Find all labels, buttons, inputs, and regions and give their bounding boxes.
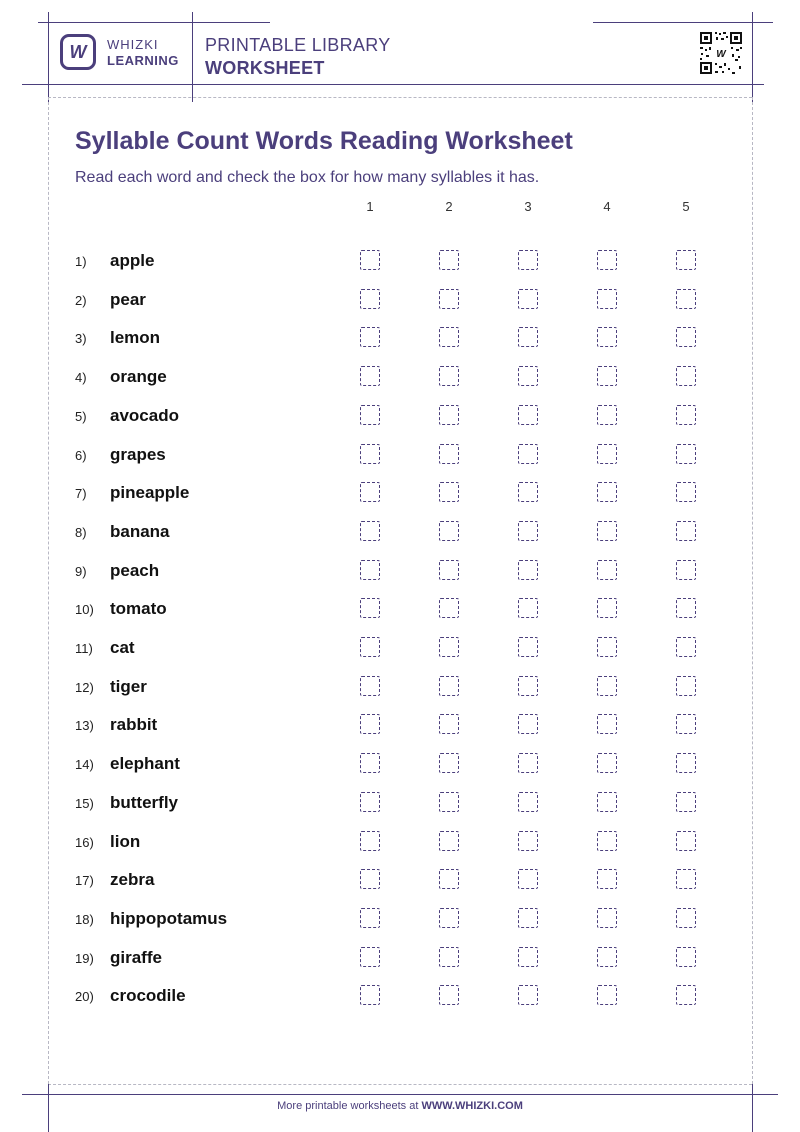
list-item (0, 638, 800, 677)
syllable-checkbox-3[interactable] (518, 366, 538, 386)
footer-link[interactable]: WWW.WHIZKI.COM (421, 1100, 523, 1112)
column-header-3: 3 (524, 199, 532, 214)
item-number: 11) (75, 641, 93, 656)
list-item (0, 483, 800, 522)
syllable-checkbox-3[interactable] (518, 560, 538, 580)
syllable-checkbox-4[interactable] (597, 908, 617, 928)
item-number: 12) (75, 679, 94, 695)
syllable-checkbox-1[interactable] (360, 714, 380, 734)
syllable-checkbox-5[interactable] (676, 869, 696, 889)
syllable-checkbox-5[interactable] (676, 947, 696, 967)
list-item (0, 948, 800, 987)
item-word: orange (110, 367, 167, 387)
syllable-checkbox-3[interactable] (518, 676, 538, 696)
syllable-checkbox-4[interactable] (597, 560, 617, 580)
syllable-checkbox-4[interactable] (597, 676, 617, 696)
item-number: 6) (75, 447, 87, 463)
syllable-checkbox-2[interactable] (439, 753, 459, 773)
syllable-checkbox-4[interactable] (597, 405, 617, 425)
syllable-checkbox-1[interactable] (360, 985, 380, 1005)
syllable-checkbox-2[interactable] (439, 327, 459, 347)
syllable-checkbox-3[interactable] (518, 714, 538, 734)
worksheet-title: Syllable Count Words Reading Worksheet (75, 127, 573, 155)
footer-line (22, 1094, 778, 1095)
item-word: peach (110, 560, 160, 580)
header-line-2: WORKSHEET (205, 58, 325, 78)
item-word: apple (110, 251, 155, 270)
list-item (0, 909, 800, 948)
list-item (0, 832, 800, 871)
syllable-checkbox-2[interactable] (439, 714, 459, 734)
syllable-checkbox-2[interactable] (439, 444, 459, 464)
syllable-checkbox-1[interactable] (360, 521, 380, 541)
syllable-checkbox-3[interactable] (518, 985, 538, 1005)
item-word: rabbit (110, 715, 158, 735)
syllable-checkbox-1[interactable] (360, 598, 380, 618)
syllable-checkbox-5[interactable] (676, 985, 696, 1005)
syllable-checkbox-5[interactable] (676, 908, 696, 928)
syllable-checkbox-4[interactable] (597, 444, 617, 464)
syllable-checkbox-2[interactable] (439, 637, 459, 657)
item-word: banana (110, 521, 170, 541)
item-number: 17) (75, 873, 94, 889)
header-top-line-left (38, 22, 270, 23)
item-number: 4) (75, 370, 87, 386)
syllable-checkbox-1[interactable] (360, 831, 380, 851)
syllable-checkbox-3[interactable] (518, 908, 538, 928)
item-number: 14) (75, 757, 94, 773)
syllable-checkbox-3[interactable] (518, 327, 538, 347)
item-number: 16) (75, 834, 94, 850)
item-word: zebra (110, 870, 155, 890)
syllable-checkbox-5[interactable] (676, 676, 696, 696)
item-word: grapes (110, 444, 166, 464)
item-word: giraffe (110, 947, 162, 967)
syllable-checkbox-2[interactable] (439, 676, 459, 696)
syllable-checkbox-1[interactable] (360, 869, 380, 889)
syllable-checkbox-2[interactable] (439, 250, 459, 270)
column-header-2: 2 (445, 199, 453, 214)
syllable-checkbox-1[interactable] (360, 947, 380, 967)
item-number: 13) (75, 718, 94, 734)
column-header-4: 4 (603, 199, 611, 214)
syllable-checkbox-5[interactable] (676, 792, 696, 812)
syllable-checkbox-3[interactable] (518, 947, 538, 967)
syllable-checkbox-4[interactable] (597, 985, 617, 1005)
item-number: 1) (75, 254, 87, 269)
syllable-checkbox-1[interactable] (360, 908, 380, 928)
item-word: avocado (110, 405, 179, 425)
syllable-checkbox-3[interactable] (518, 444, 538, 464)
syllable-checkbox-1[interactable] (360, 792, 380, 812)
syllable-checkbox-2[interactable] (439, 560, 459, 580)
footer-text (0, 1100, 800, 1112)
qr-logo-letter: W (716, 49, 726, 60)
list-item (0, 561, 800, 600)
syllable-checkbox-1[interactable] (360, 250, 380, 270)
list-item (0, 870, 800, 909)
syllable-checkbox-5[interactable] (676, 521, 696, 541)
page-border-bottom (48, 1084, 752, 1085)
item-number: 19) (75, 950, 94, 966)
syllable-checkbox-4[interactable] (597, 714, 617, 734)
syllable-checkbox-4[interactable] (597, 831, 617, 851)
syllable-checkbox-4[interactable] (597, 947, 617, 967)
list-item (0, 754, 800, 793)
syllable-checkbox-5[interactable] (676, 444, 696, 464)
syllable-checkbox-1[interactable] (360, 327, 380, 347)
brand-line-1: WHIZKI (107, 37, 159, 52)
syllable-checkbox-1[interactable] (360, 444, 380, 464)
syllable-checkbox-2[interactable] (439, 482, 459, 502)
list-item (0, 367, 800, 406)
syllable-checkbox-4[interactable] (597, 521, 617, 541)
item-word: butterfly (110, 792, 178, 812)
syllable-checkbox-5[interactable] (676, 327, 696, 347)
list-item (0, 793, 800, 832)
list-item (0, 406, 800, 445)
syllable-checkbox-5[interactable] (676, 831, 696, 851)
header-left-line (48, 12, 49, 102)
syllable-checkbox-4[interactable] (597, 869, 617, 889)
item-word: pineapple (110, 483, 190, 503)
list-item (0, 677, 800, 716)
syllable-checkbox-5[interactable] (676, 405, 696, 425)
syllable-checkbox-5[interactable] (676, 366, 696, 386)
syllable-checkbox-1[interactable] (360, 753, 380, 773)
item-word: elephant (110, 754, 180, 774)
syllable-checkbox-2[interactable] (439, 831, 459, 851)
item-number: 9) (75, 563, 87, 579)
syllable-checkbox-5[interactable] (676, 289, 696, 309)
syllable-checkbox-2[interactable] (439, 985, 459, 1005)
syllable-checkbox-4[interactable] (597, 482, 617, 502)
syllable-checkbox-3[interactable] (518, 482, 538, 502)
footer-prefix: More printable worksheets at (277, 1100, 422, 1112)
item-number: 15) (75, 795, 94, 811)
list-item (0, 599, 800, 638)
syllable-checkbox-2[interactable] (439, 366, 459, 386)
syllable-checkbox-5[interactable] (676, 482, 696, 502)
syllable-checkbox-4[interactable] (597, 366, 617, 386)
syllable-checkbox-5[interactable] (676, 560, 696, 580)
item-word: tiger (110, 676, 147, 696)
list-item (0, 715, 800, 754)
item-word: pear (110, 289, 146, 309)
worksheet-instructions: Read each word and check the box for how many syllables it has. (75, 169, 540, 186)
syllable-checkbox-5[interactable] (676, 598, 696, 618)
item-number: 20) (75, 989, 94, 1005)
syllable-checkbox-4[interactable] (597, 637, 617, 657)
syllable-checkbox-1[interactable] (360, 560, 380, 580)
syllable-checkbox-3[interactable] (518, 831, 538, 851)
syllable-checkbox-2[interactable] (439, 908, 459, 928)
item-number: 7) (75, 486, 87, 502)
syllable-checkbox-3[interactable] (518, 598, 538, 618)
syllable-checkbox-2[interactable] (439, 598, 459, 618)
syllable-checkbox-4[interactable] (597, 250, 617, 270)
syllable-checkbox-5[interactable] (676, 753, 696, 773)
syllable-checkbox-3[interactable] (518, 792, 538, 812)
syllable-checkbox-2[interactable] (439, 792, 459, 812)
list-item (0, 986, 800, 1025)
syllable-checkbox-4[interactable] (597, 289, 617, 309)
header-divider-line (192, 12, 193, 102)
syllable-checkbox-4[interactable] (597, 792, 617, 812)
syllable-checkbox-2[interactable] (439, 947, 459, 967)
syllable-checkbox-3[interactable] (518, 637, 538, 657)
item-number: 10) (75, 602, 94, 618)
syllable-checkbox-1[interactable] (360, 366, 380, 386)
brand-logo-letter: W (69, 41, 87, 62)
syllable-checkbox-3[interactable] (518, 250, 538, 270)
syllable-checkbox-2[interactable] (439, 289, 459, 309)
header-label (205, 34, 391, 80)
header-right-line (752, 12, 753, 102)
syllable-checkbox-3[interactable] (518, 289, 538, 309)
brand-logo-icon[interactable] (60, 34, 96, 70)
syllable-checkbox-3[interactable] (518, 405, 538, 425)
header-top-line-right (593, 22, 773, 23)
page-border-top (48, 97, 752, 98)
item-number: 5) (75, 408, 87, 424)
brand-line-2: LEARNING (107, 53, 179, 68)
column-header-1: 1 (366, 199, 374, 214)
syllable-checkbox-5[interactable] (676, 250, 696, 270)
item-number: 8) (75, 524, 87, 540)
column-header-5: 5 (682, 199, 690, 214)
syllable-checkbox-1[interactable] (360, 676, 380, 696)
item-word: tomato (110, 599, 167, 619)
list-item (0, 290, 800, 329)
item-number: 18) (75, 911, 94, 927)
item-word: hippopotamus (110, 908, 228, 928)
qr-code-icon[interactable] (698, 30, 744, 76)
list-item (0, 328, 800, 367)
syllable-checkbox-3[interactable] (518, 869, 538, 889)
syllable-checkbox-5[interactable] (676, 714, 696, 734)
syllable-checkbox-3[interactable] (518, 521, 538, 541)
syllable-checkbox-1[interactable] (360, 405, 380, 425)
syllable-checkbox-3[interactable] (518, 753, 538, 773)
syllable-checkbox-2[interactable] (439, 869, 459, 889)
header-line-1: PRINTABLE LIBRARY (205, 35, 391, 55)
syllable-checkbox-1[interactable] (360, 482, 380, 502)
header-bottom-line (22, 84, 764, 85)
brand-name[interactable] (107, 37, 179, 69)
item-word: lemon (110, 328, 161, 348)
item-number: 3) (75, 331, 87, 347)
syllable-checkbox-1[interactable] (360, 289, 380, 309)
syllable-checkbox-1[interactable] (360, 637, 380, 657)
syllable-checkbox-2[interactable] (439, 521, 459, 541)
item-word: crocodile (110, 986, 186, 1006)
syllable-checkbox-5[interactable] (676, 637, 696, 657)
list-item (0, 445, 800, 484)
item-word: lion (110, 831, 141, 851)
item-word: cat (110, 638, 135, 657)
item-number: 2) (75, 292, 87, 308)
syllable-checkbox-4[interactable] (597, 327, 617, 347)
list-item (0, 522, 800, 561)
syllable-checkbox-4[interactable] (597, 598, 617, 618)
list-item (0, 251, 800, 290)
syllable-checkbox-2[interactable] (439, 405, 459, 425)
syllable-checkbox-4[interactable] (597, 753, 617, 773)
